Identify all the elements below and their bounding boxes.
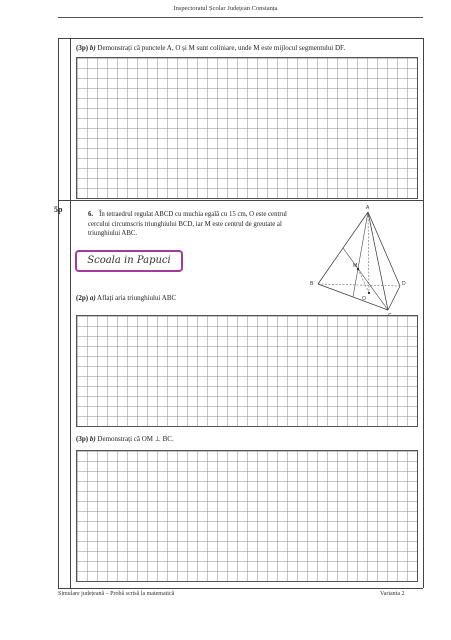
question-b2-points: (3p) [76,435,89,443]
problem-6-text: În tetraedrul regulat ABCD cu muchia egală cu 15 cm, O este centrul cercului circumscris triunghiului BCD, iar M este centrul de greutate al triunghiului ABC. [88,211,287,238]
top-border [58,38,423,39]
label-O: O [362,296,366,302]
question-b1-text: Demonstrați că punctele A, O și M sunt coliniare, unde M este mijlocul segmentului DF. [97,44,346,52]
right-border [423,38,424,588]
label-D: D [402,281,406,287]
left-column-border [58,38,59,588]
height-AO [368,212,369,293]
problem-6-statement [88,210,298,239]
question-a-label: a) [89,294,96,302]
question-b1-points: (3p) [76,44,89,52]
bottom-border [58,588,423,589]
question-b2-label: b) [89,435,96,443]
label-A: A [366,205,370,211]
point-M [357,268,359,270]
points-column-border [70,38,71,588]
header-divider [58,17,423,18]
edge-BD-hidden [318,284,400,286]
edge-CD [388,286,400,310]
edge-AD [368,212,400,286]
footer-right: Varianta 2 [380,591,405,597]
label-M: M [353,263,358,269]
segment-OM [358,269,369,293]
question-b1-label: b) [89,44,96,52]
answer-grid-b1[interactable] [76,57,418,199]
label-B: B [310,281,314,287]
question-b1 [76,44,345,52]
question-a-text: Aflați aria triunghiului ABC [97,294,177,302]
footer-left: Simulare județeană – Probă scrisă la matematică [58,591,175,597]
answer-grid-b2[interactable] [76,450,418,582]
question-a [76,294,176,302]
answer-grid-a[interactable] [76,315,418,427]
median-from-A [353,212,368,297]
question-b2 [76,435,174,443]
point-O [368,292,370,294]
question-a-points: (2p) [76,294,89,302]
question-b2-text: Demonstrați că OM ⊥ BC. [97,435,174,443]
page-header: Inspectoratul Școlar Județean Constanța [173,5,278,12]
problem-6-points: 5p [54,205,63,214]
problem-6-number: 6. [88,211,94,218]
edge-AC [368,212,388,310]
tetrahedron-figure [300,198,420,323]
watermark-badge: Scoala in Papuci [75,250,183,272]
